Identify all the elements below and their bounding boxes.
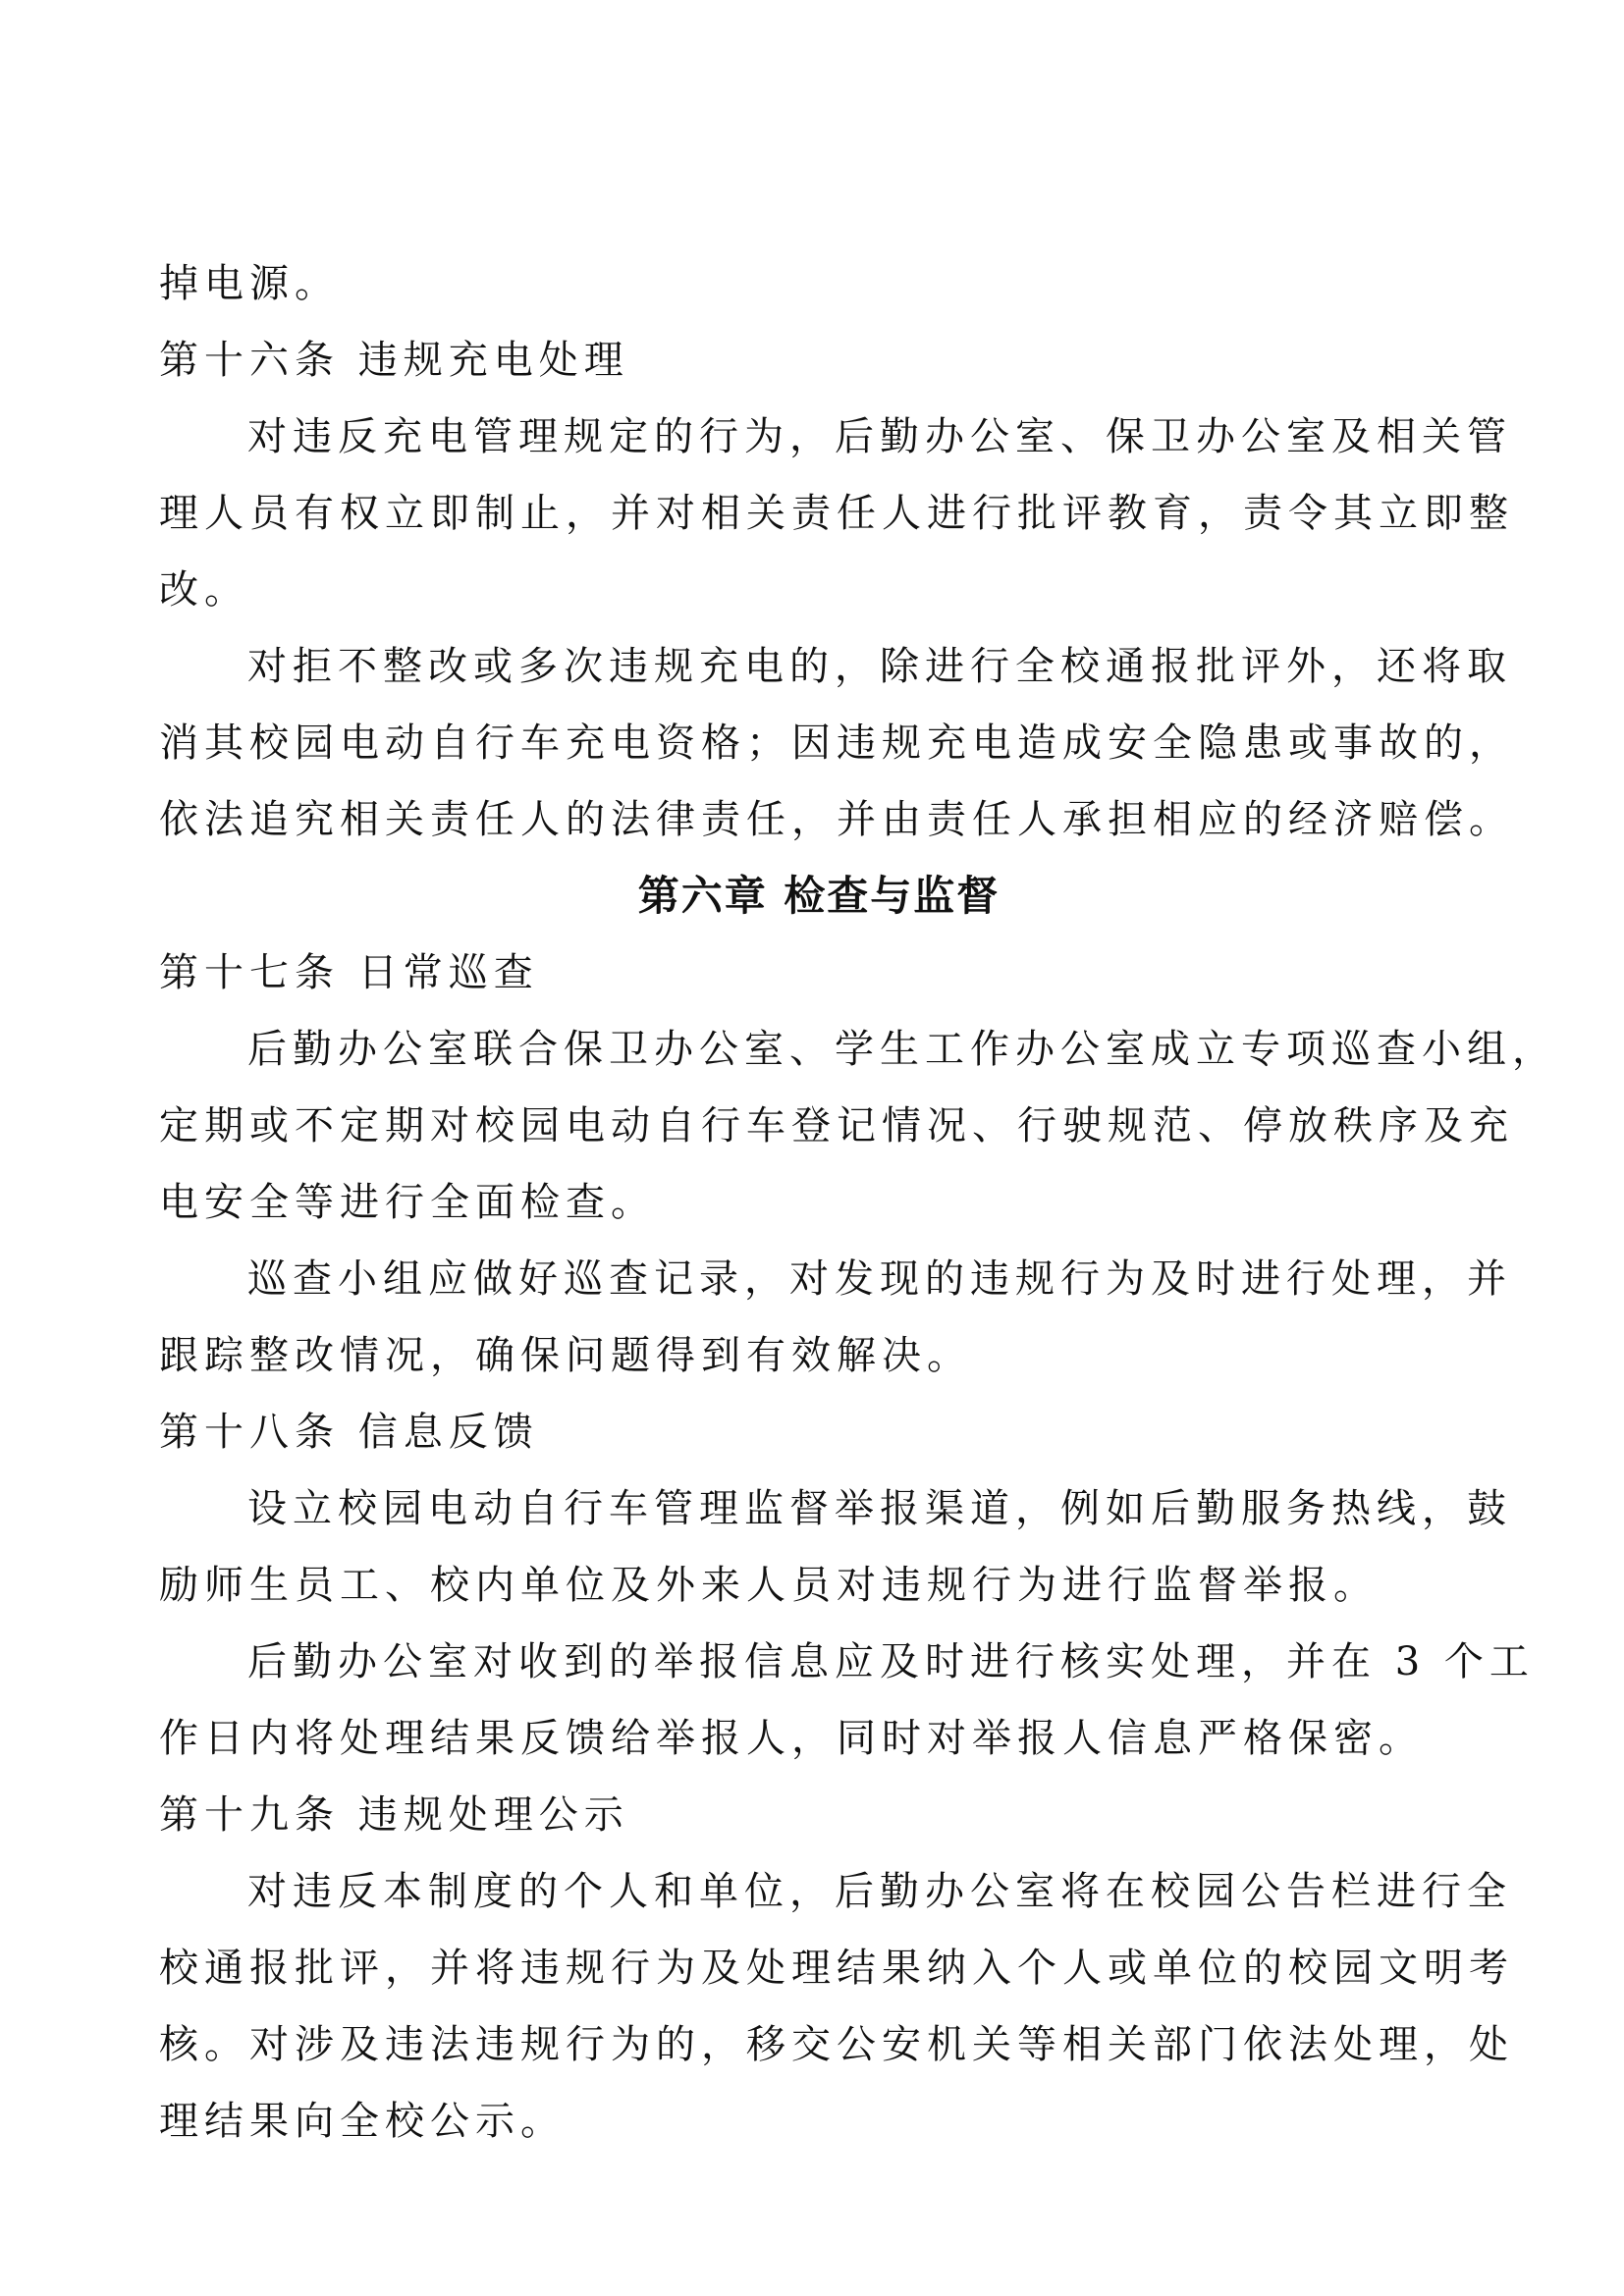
continuation-text: 掉电源。	[159, 261, 340, 306]
chapter-6-title: 第六章 检查与监督	[637, 872, 1001, 920]
article-18-title: 第十八条 信息反馈	[159, 1410, 539, 1455]
article-16-p1-line2: 理人员有权立即制止，并对相关责任人进行批评教育，责令其立即整	[159, 491, 1514, 536]
article-19-p1-line4: 理结果向全校公示。	[159, 2099, 566, 2144]
article-19-p1-line1: 对违反本制度的个人和单位，后勤办公室将在校园公告栏进行全	[247, 1869, 1512, 1914]
article-18-p1-line2: 励师生员工、校内单位及外来人员对违规行为进行监督举报。	[159, 1563, 1379, 1608]
article-16-p2-line3: 依法追究相关责任人的法律责任，并由责任人承担相应的经济赔偿。	[159, 797, 1514, 842]
article-19-title: 第十九条 违规处理公示	[159, 1792, 629, 1838]
article-17-p1-line1: 后勤办公室联合保卫办公室、学生工作办公室成立专项巡查小组，	[247, 1027, 1557, 1072]
article-17-p2-line2: 跟踪整改情况，确保问题得到有效解决。	[159, 1333, 972, 1378]
article-19-p1-line2: 校通报批评，并将违规行为及处理结果纳入个人或单位的校园文明考	[159, 1946, 1514, 1991]
article-18-p1-line1: 设立校园电动自行车管理监督举报渠道，例如后勤服务热线，鼓	[247, 1486, 1512, 1531]
article-17-p1-line3: 电安全等进行全面检查。	[159, 1180, 656, 1225]
article-16-title: 第十六条 违规充电处理	[159, 338, 629, 383]
article-17-p2-line1: 巡查小组应做好巡查记录，对发现的违规行为及时进行处理，并	[247, 1256, 1512, 1302]
document-page	[159, 245, 1557, 2160]
article-16-p2-line1: 对拒不整改或多次违规充电的，除进行全校通报批评外，还将取	[247, 644, 1512, 689]
article-16-p1-line3: 改。	[159, 567, 249, 613]
article-19-p1-line3: 核。对涉及违法违规行为的，移交公安机关等相关部门依法处理，处	[159, 2022, 1514, 2067]
article-16-p2-line2: 消其校园电动自行车充电资格；因违规充电造成安全隐患或事故的，	[159, 721, 1514, 766]
article-17-title: 第十七条 日常巡查	[159, 950, 539, 995]
article-16-p1-line1: 对违反充电管理规定的行为，后勤办公室、保卫办公室及相关管	[247, 414, 1512, 459]
article-18-p2-line2: 作日内将处理结果反馈给举报人，同时对举报人信息严格保密。	[159, 1716, 1424, 1761]
article-18-p2-line1: 后勤办公室对收到的举报信息应及时进行核实处理，并在 3 个工	[247, 1639, 1535, 1684]
article-17-p1-line2: 定期或不定期对校园电动自行车登记情况、行驶规范、停放秩序及充	[159, 1103, 1514, 1148]
